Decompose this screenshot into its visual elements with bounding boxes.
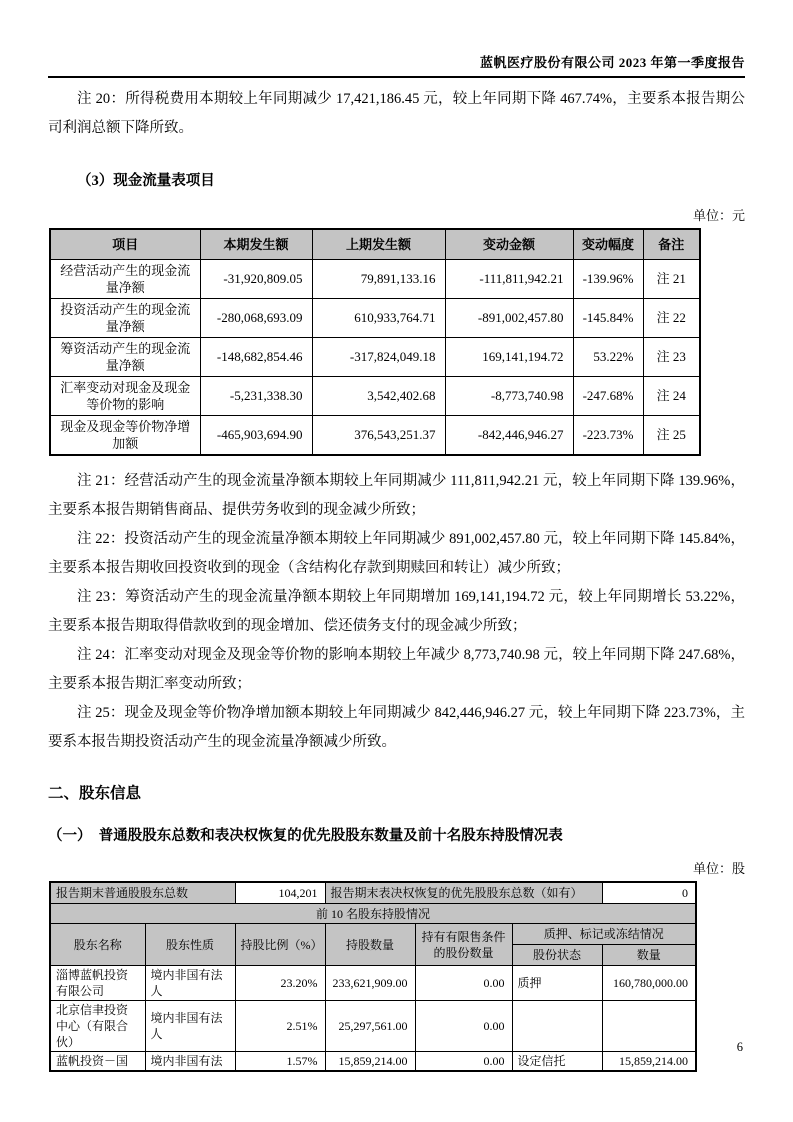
shareholder-status-cell: 设定信托 <box>512 1052 602 1072</box>
shareholder-nature-cell: 境内非国有法人 <box>145 1001 235 1052</box>
preferred-shareholders-value: 0 <box>602 882 696 904</box>
cashflow-header-row <box>50 229 700 259</box>
shareholder-name-cell: 淄博蓝帆投资有限公司 <box>50 966 145 1001</box>
cashflow-notes-block <box>48 467 745 757</box>
note-20-paragraph: 注 20：所得税费用本期较上年同期减少 17,421,186.45 元，较上年同期下降 467.74%，主要系本报告期公司利润总额下降所致。 <box>48 91 745 136</box>
col-header-qty: 数量 <box>602 945 696 966</box>
cashflow-col-header: 本期发生额 <box>200 229 312 259</box>
shareholder-restricted-cell: 0.00 <box>415 966 512 1001</box>
shareholder-nature-cell: 境内非国有法 <box>145 1052 235 1072</box>
cashflow-value-cell: -891,002,457.80 <box>445 298 573 337</box>
cashflow-row-financing <box>50 337 700 376</box>
cashflow-value-cell: -223.73% <box>573 415 643 455</box>
cashflow-note-ref-cell: 注 23 <box>643 337 700 376</box>
col-header-ratio: 持股比例（%） <box>235 924 325 966</box>
cashflow-item-cell: 筹资活动产生的现金流量净额 <box>50 337 200 376</box>
cashflow-col-header: 变动幅度 <box>573 229 643 259</box>
cashflow-note-24: 注 24：汇率变动对现金及现金等价物的影响本期较上年减少 8,773,740.98 元，较上年同期下降 247.68%，主要系本报告期汇率变动所致； <box>48 646 745 692</box>
cashflow-note-25: 注 25：现金及现金等价物净增加额本期较上年同期减少 842,446,946.27 元，较上年同期下降 223.73%，主要系本报告期投资活动产生的现金流量净额减少所致。 <box>48 704 745 750</box>
shareholder-ratio-cell: 2.51% <box>235 1001 325 1052</box>
cashflow-value-cell: 169,141,194.72 <box>445 337 573 376</box>
header-divider <box>48 76 745 78</box>
shareholder-name-cell: 北京信聿投资中心（有限合伙） <box>50 1001 145 1052</box>
cashflow-value-cell: -111,811,942.21 <box>445 259 573 298</box>
common-shareholders-label: 报告期末普通股股东总数 <box>50 882 235 904</box>
cashflow-item-cell: 现金及现金等价物净增加额 <box>50 415 200 455</box>
cashflow-row-operating <box>50 259 700 298</box>
shareholders-header-row-1 <box>50 924 696 945</box>
shareholder-status-cell <box>512 1001 602 1052</box>
cashflow-value-cell: -148,682,854.46 <box>200 337 312 376</box>
cashflow-note-ref-cell: 注 25 <box>643 415 700 455</box>
page-number: 6 <box>736 1040 743 1054</box>
top10-title: 前 10 名股东持股情况 <box>50 904 696 924</box>
cashflow-note-22: 注 22：投资活动产生的现金流量净额本期较上年同期减少 891,002,457.80 元，较上年同期下降 145.84%，主要系本报告期收回投资收到的现金（含结构化存款到期赎回和转让）减少所致； <box>48 530 745 576</box>
shareholder-status-cell: 质押 <box>512 966 602 1001</box>
section-heading-cashflow: （3）现金流量表项目 <box>77 173 215 189</box>
shareholder-restricted-cell: 0.00 <box>415 1001 512 1052</box>
shareholder-row <box>50 966 696 1001</box>
cashflow-table <box>49 228 701 456</box>
cashflow-item-cell: 投资活动产生的现金流量净额 <box>50 298 200 337</box>
col-header-name: 股东名称 <box>50 924 145 966</box>
unit-label-shares: 单位：股 <box>692 860 745 876</box>
cashflow-value-cell: -280,068,693.09 <box>200 298 312 337</box>
preferred-shareholders-label: 报告期末表决权恢复的优先股股东总数（如有） <box>325 882 602 904</box>
cashflow-value-cell: -8,773,740.98 <box>445 376 573 415</box>
cashflow-value-cell: -247.68% <box>573 376 643 415</box>
cashflow-item-cell: 汇率变动对现金及现金等价物的影响 <box>50 376 200 415</box>
cashflow-note-ref-cell: 注 24 <box>643 376 700 415</box>
cashflow-row-investing <box>50 298 700 337</box>
shareholder-restricted-cell: 0.00 <box>415 1052 512 1072</box>
shareholder-qty-cell: 160,780,000.00 <box>602 966 696 1001</box>
col-header-pledge-group: 质押、标记或冻结情况 <box>512 924 696 945</box>
cashflow-value-cell: -465,903,694.90 <box>200 415 312 455</box>
cashflow-col-header: 项目 <box>50 229 200 259</box>
cashflow-value-cell: -145.84% <box>573 298 643 337</box>
col-header-shares: 持股数量 <box>325 924 415 966</box>
shareholder-nature-cell: 境内非国有法人 <box>145 966 235 1001</box>
cashflow-value-cell: 3,542,402.68 <box>312 376 445 415</box>
shareholder-qty-cell: 15,859,214.00 <box>602 1052 696 1072</box>
unit-label-yuan: 单位：元 <box>692 208 745 223</box>
cashflow-note-21: 注 21：经营活动产生的现金流量净额本期较上年同期减少 111,811,942.21 元，较上年同期下降 139.96%，主要系本报告期销售商品、提供劳务收到的现金减少所致； <box>48 472 745 518</box>
cashflow-row-net-increase <box>50 415 700 455</box>
cashflow-note-ref-cell: 注 21 <box>643 259 700 298</box>
col-header-status: 股份状态 <box>512 945 602 966</box>
cashflow-value-cell: 610,933,764.71 <box>312 298 445 337</box>
cashflow-note-ref-cell: 注 22 <box>643 298 700 337</box>
cashflow-value-cell: -31,920,809.05 <box>200 259 312 298</box>
col-header-restricted: 持有有限售条件的股份数量 <box>415 924 512 966</box>
cashflow-value-cell: -842,446,946.27 <box>445 415 573 455</box>
shareholder-ratio-cell: 23.20% <box>235 966 325 1001</box>
shareholder-shares-cell: 233,621,909.00 <box>325 966 415 1001</box>
section-heading-shareholders: 二、股东信息 <box>48 784 142 802</box>
cashflow-note-23: 注 23：筹资活动产生的现金流量净额本期较上年同期增加 169,141,194.72 元，较上年同期增长 53.22%，主要系本报告期取得借款收到的现金增加、偿还债务支付的现金减少所致； <box>48 588 745 634</box>
common-shareholders-value: 104,201 <box>235 882 325 904</box>
cashflow-col-header: 备注 <box>643 229 700 259</box>
cashflow-value-cell: 53.22% <box>573 337 643 376</box>
top10-title-row <box>50 904 696 924</box>
shareholder-ratio-cell: 1.57% <box>235 1052 325 1072</box>
cashflow-value-cell: 376,543,251.37 <box>312 415 445 455</box>
shareholder-name-cell: 蓝帆投资－国 <box>50 1052 145 1072</box>
cashflow-item-cell: 经营活动产生的现金流量净额 <box>50 259 200 298</box>
cashflow-value-cell: 79,891,133.16 <box>312 259 445 298</box>
shareholder-row <box>50 1052 696 1072</box>
cashflow-value-cell: -139.96% <box>573 259 643 298</box>
cashflow-row-fx-effect <box>50 376 700 415</box>
shareholder-totals-row <box>50 882 696 904</box>
document-header-title: 蓝帆医疗股份有限公司 2023 年第一季度报告 <box>479 55 745 70</box>
subsection-heading-top10: （一） 普通股股东总数和表决权恢复的优先股股东数量及前十名股东持股情况表 <box>48 827 563 844</box>
shareholder-qty-cell <box>602 1001 696 1052</box>
shareholder-shares-cell: 25,297,561.00 <box>325 1001 415 1052</box>
cashflow-value-cell: -317,824,049.18 <box>312 337 445 376</box>
col-header-nature: 股东性质 <box>145 924 235 966</box>
shareholders-table <box>49 881 697 1073</box>
cashflow-value-cell: -5,231,338.30 <box>200 376 312 415</box>
cashflow-col-header: 变动金额 <box>445 229 573 259</box>
shareholder-row <box>50 1001 696 1052</box>
cashflow-col-header: 上期发生额 <box>312 229 445 259</box>
shareholder-shares-cell: 15,859,214.00 <box>325 1052 415 1072</box>
